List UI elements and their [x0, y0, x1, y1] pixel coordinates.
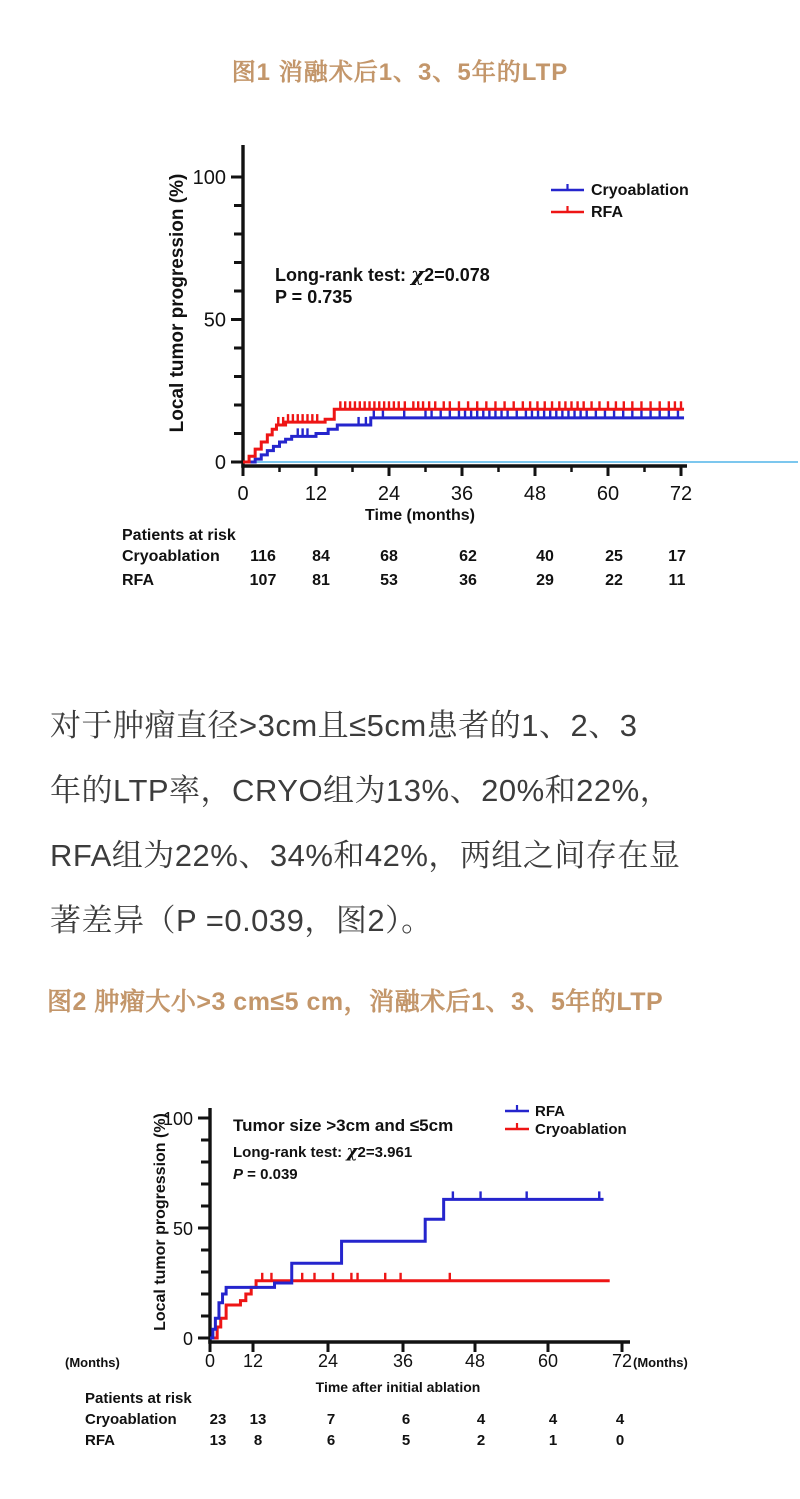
y-tick-label: 50 — [203, 309, 226, 332]
risk-value: 62 — [459, 548, 477, 565]
body-line-2: 年的LTP率，CRYO组为13%、20%和22%， — [50, 773, 672, 808]
x-tick-label: 60 — [596, 483, 620, 505]
series-rfa — [243, 401, 684, 462]
x-tick-label: 48 — [464, 1351, 486, 1371]
x-tick-label: 60 — [537, 1351, 559, 1371]
risk-value: 6 — [401, 1411, 411, 1428]
risk-value: 5 — [401, 1432, 411, 1449]
risk-value: 17 — [668, 548, 686, 565]
figure1-title: 图1 消融术后1、3、5年的LTP — [231, 59, 569, 86]
risk-table — [122, 527, 686, 589]
risk-value: 29 — [536, 572, 554, 589]
risk-value: 7 — [326, 1411, 336, 1428]
figure2-chart — [65, 1103, 688, 1449]
risk-value: 6 — [326, 1432, 336, 1449]
risk-value: 22 — [605, 572, 623, 589]
y-tick-label: 50 — [172, 1219, 193, 1239]
figure1-chart — [122, 145, 798, 589]
risk-row-label-cryoablation: Cryoablation — [85, 1411, 177, 1428]
x-tick-label: 12 — [242, 1351, 264, 1371]
risk-value: 2 — [476, 1432, 486, 1449]
x-tick-label: 36 — [392, 1351, 414, 1371]
x-tick-label: 24 — [317, 1351, 339, 1371]
x-tick-label: 36 — [450, 483, 474, 505]
risk-value: 53 — [380, 572, 398, 589]
y-axis-title: Local tumor progression (%) — [152, 1113, 169, 1331]
legend — [505, 1103, 627, 1138]
months-label-right: (Months) — [633, 1355, 688, 1370]
risk-table — [85, 1390, 625, 1449]
body-line-4: 著差异（P =0.039，图2）。 — [50, 903, 433, 938]
x-tick-label: 0 — [237, 483, 249, 505]
risk-value: 84 — [312, 548, 330, 565]
risk-value: 40 — [536, 548, 554, 565]
series-cryoablation — [243, 410, 684, 462]
y-axis-title: Local tumor progression (%) — [167, 173, 188, 433]
risk-value: 23 — [209, 1411, 227, 1428]
legend-label-cryoablation: Cryoablation — [591, 182, 689, 199]
annotation-1: P = 0.039 — [233, 1166, 298, 1183]
body-line-3: RFA组为22%、34%和42%，两组之间存在显 — [50, 838, 681, 873]
legend-label-rfa: RFA — [591, 204, 623, 221]
y-tick-label: 100 — [192, 167, 226, 189]
body-line-1: 对于肿瘤直径>3cm且≤5cm患者的1、2、3 — [50, 708, 638, 743]
risk-value: 0 — [615, 1432, 625, 1449]
risk-value: 25 — [605, 548, 623, 565]
annotation-1: P = 0.735 — [275, 287, 353, 307]
risk-value: 4 — [548, 1411, 558, 1428]
risk-row-label-cryoablation: Cryoablation — [122, 548, 220, 565]
risk-value: 4 — [615, 1411, 625, 1428]
x-tick-label: 24 — [377, 483, 401, 505]
risk-value: 13 — [249, 1411, 267, 1428]
series-cryoablation — [210, 1273, 610, 1338]
risk-value: 8 — [253, 1432, 263, 1449]
y-tick-label: 0 — [182, 1329, 193, 1349]
x-axis-title: Time (months) — [365, 507, 475, 524]
legend-label-rfa: RFA — [535, 1103, 565, 1120]
risk-row-label-rfa: RFA — [122, 572, 154, 589]
figure2-title: 图2 肿瘤大小>3 cm≤5 cm，消融术后1、3、5年的LTP — [47, 988, 664, 1016]
x-axis-title: Time after initial ablation — [315, 1379, 481, 1395]
risk-table-heading: Patients at risk — [85, 1390, 192, 1407]
y-tick-label: 100 — [162, 1109, 193, 1129]
x-tick-label: 48 — [523, 483, 547, 505]
risk-value: 4 — [476, 1411, 486, 1428]
y-tick-label: 0 — [214, 452, 226, 474]
risk-value: 81 — [312, 572, 330, 589]
legend-label-cryoablation: Cryoablation — [535, 1121, 627, 1138]
risk-value: 11 — [668, 572, 686, 589]
risk-value: 1 — [548, 1432, 558, 1449]
x-tick-label: 0 — [204, 1351, 216, 1371]
risk-value: 68 — [380, 548, 398, 565]
risk-row-label-rfa: RFA — [85, 1432, 115, 1449]
legend — [551, 182, 689, 221]
chart-inside-title: Tumor size >3cm and ≤5cm — [233, 1116, 454, 1135]
months-label-left: (Months) — [65, 1355, 120, 1370]
series-rfa — [210, 1191, 604, 1338]
risk-value: 116 — [250, 548, 276, 565]
risk-value: 107 — [249, 572, 277, 589]
risk-table-heading: Patients at risk — [122, 527, 236, 544]
risk-value: 13 — [209, 1432, 227, 1449]
x-tick-label: 72 — [669, 483, 693, 505]
x-tick-label: 72 — [611, 1351, 633, 1371]
risk-value: 36 — [459, 572, 477, 589]
annotation-0: Long-rank test: χ2=3.961 — [233, 1142, 413, 1162]
annotation-0: Long-rank test: χ2=0.078 — [275, 262, 490, 286]
x-tick-label: 12 — [304, 483, 328, 505]
